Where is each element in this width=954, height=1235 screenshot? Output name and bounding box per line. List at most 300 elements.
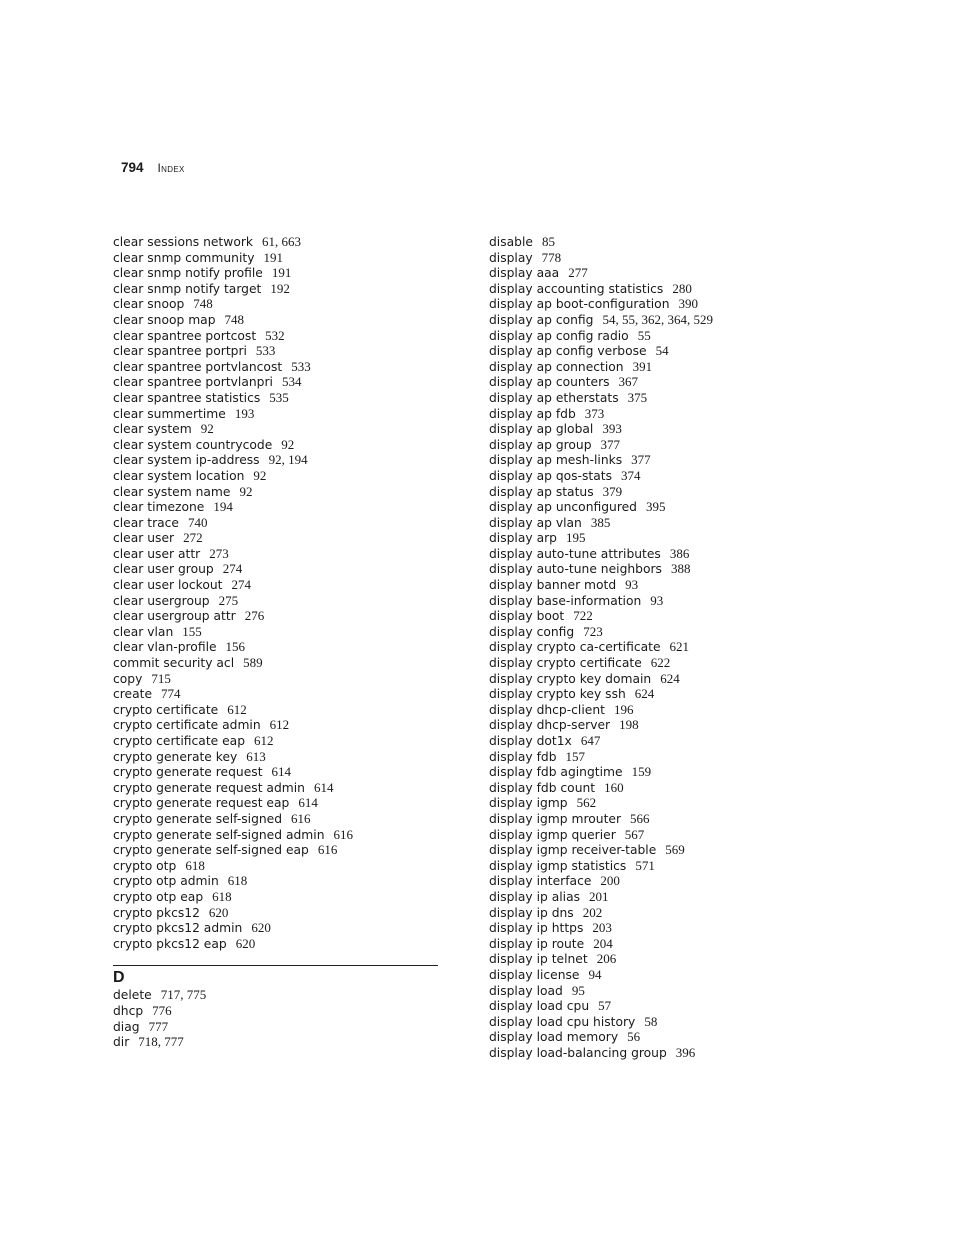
index-term: display (489, 250, 533, 265)
index-page-refs: 618 (227, 873, 248, 889)
index-term: clear snmp community (113, 250, 255, 265)
index-entry (489, 764, 829, 780)
index-entry (113, 281, 438, 297)
index-term: crypto otp eap (113, 889, 204, 904)
index-entry (113, 499, 438, 515)
index-entry (489, 421, 829, 437)
index-page-refs: 377 (600, 436, 621, 452)
page-number: 794 (121, 160, 144, 175)
index-term: copy (113, 671, 143, 686)
index-term: display dot1x (489, 734, 572, 748)
index-term: dir (113, 1035, 130, 1050)
index-entry (489, 967, 829, 983)
index-entry (489, 250, 829, 266)
index-entry (489, 281, 829, 297)
index-list-d (113, 987, 438, 1049)
index-term: display ap config verbose (489, 344, 647, 359)
index-term: disable (489, 235, 533, 249)
index-page-refs: 386 (669, 545, 690, 561)
index-entry (489, 499, 829, 515)
index-term: clear trace (113, 515, 179, 530)
index-page-refs: 194 (213, 499, 233, 515)
index-page-refs: 374 (621, 467, 641, 483)
index-term: clear spantree portvlancost (113, 359, 283, 374)
index-entry (489, 468, 829, 484)
index-entry (489, 920, 829, 936)
index-entry (113, 655, 438, 671)
index-term: display ap mesh-links (489, 453, 623, 468)
index-term: clear spantree portvlanpri (113, 375, 273, 390)
index-page-refs: 571 (635, 857, 655, 873)
index-entry (489, 406, 829, 422)
index-page-refs: 373 (584, 405, 605, 421)
index-page-refs: 61, 663 (262, 234, 302, 249)
index-term: display auto-tune neighbors (489, 562, 662, 577)
index-term: display crypto key domain (489, 671, 652, 686)
index-entry (489, 390, 829, 406)
index-term: clear snmp notify target (113, 281, 262, 296)
index-page-refs: 193 (234, 405, 255, 421)
index-page-refs: 93 (625, 577, 639, 593)
index-entry (113, 265, 438, 281)
index-entry (113, 343, 438, 359)
index-term: display crypto certificate (489, 656, 642, 671)
index-term: display auto-tune attributes (489, 546, 661, 561)
index-term: display ap qos-stats (489, 468, 612, 483)
index-page-refs: 92 (239, 483, 253, 499)
index-page-refs: 92 (253, 467, 267, 483)
index-page-refs: 92 (281, 436, 295, 452)
index-entry (113, 827, 438, 843)
index-term: clear spantree portcost (113, 328, 257, 343)
index-term: clear summertime (113, 406, 226, 421)
index-term: clear user group (113, 562, 214, 577)
index-entry (113, 250, 438, 266)
index-entry (113, 987, 438, 1003)
index-entry (489, 686, 829, 702)
index-page-refs: 280 (672, 280, 692, 296)
index-entry (113, 468, 438, 484)
index-entry (113, 702, 438, 718)
index-page-refs: 569 (665, 842, 685, 858)
index-entry (113, 1034, 438, 1050)
index-term: clear usergroup attr (113, 609, 236, 624)
index-entry (489, 359, 829, 375)
index-page-refs: 616 (317, 842, 338, 858)
index-column-left (113, 234, 438, 1050)
index-entry (489, 655, 829, 671)
index-page-refs: 54, 55, 362, 364, 529 (602, 311, 713, 327)
index-page-refs: 616 (333, 826, 353, 842)
index-term: display igmp querier (489, 827, 616, 842)
index-term: crypto generate request (113, 765, 263, 780)
index-entry (489, 296, 829, 312)
index-entry (489, 452, 829, 468)
index-page-refs: 196 (613, 701, 634, 717)
index-term: display dhcp-server (489, 718, 611, 733)
index-entry (489, 265, 829, 281)
index-term: display aaa (489, 266, 560, 281)
index-page-refs: 206 (596, 951, 617, 967)
index-term: display ap group (489, 437, 592, 452)
index-page-refs: 385 (590, 514, 611, 530)
index-term: clear system name (113, 484, 231, 499)
index-term: clear system countrycode (113, 437, 273, 452)
index-term: clear snmp notify profile (113, 266, 263, 281)
index-entry (113, 795, 438, 811)
index-page-refs: 277 (568, 265, 588, 281)
index-entry (489, 936, 829, 952)
index-page-refs: 198 (619, 717, 639, 733)
index-entry (113, 421, 438, 437)
index-entry (489, 671, 829, 687)
index-entry (489, 827, 829, 843)
index-entry (489, 780, 829, 796)
index-page-refs: 395 (646, 499, 666, 515)
index-entry (113, 624, 438, 640)
index-entry (489, 811, 829, 827)
index-term: display ap connection (489, 359, 624, 374)
index-term: clear vlan-profile (113, 640, 217, 655)
index-entry (489, 343, 829, 359)
index-term: display ip telnet (489, 952, 588, 967)
index-entry (113, 546, 438, 562)
index-entry (489, 624, 829, 640)
index-entry (489, 889, 829, 905)
index-page-refs: 396 (675, 1044, 696, 1060)
index-page-refs: 614 (298, 795, 318, 811)
index-term: clear spantree statistics (113, 390, 261, 405)
index-page-refs: 718, 777 (138, 1034, 184, 1050)
index-term: clear sessions network (113, 235, 254, 249)
index-entry (489, 983, 829, 999)
index-entry (489, 842, 829, 858)
index-entry (489, 905, 829, 921)
index-page-refs: 614 (271, 764, 292, 780)
index-entry (113, 328, 438, 344)
index-term: clear user attr (113, 546, 201, 561)
index-entry (113, 359, 438, 375)
index-entry (489, 1045, 829, 1061)
index-entry (113, 717, 438, 733)
index-entry (489, 873, 829, 889)
index-entry (489, 1029, 829, 1045)
index-page-refs: 156 (225, 639, 246, 655)
index-page-refs: 55 (637, 327, 651, 343)
index-entry (113, 639, 438, 655)
index-entry (489, 1014, 829, 1030)
index-entry (489, 951, 829, 967)
index-entry (489, 374, 829, 390)
index-term: clear user (113, 531, 175, 546)
index-page-refs: 191 (263, 249, 283, 265)
index-page-refs: 620 (235, 935, 256, 951)
index-entry (113, 686, 438, 702)
index-term: display ap config (489, 312, 594, 327)
index-term: diag (113, 1019, 140, 1034)
index-page-refs: 612 (269, 717, 290, 733)
index-term: display fdb count (489, 780, 596, 795)
index-page-refs: 612 (227, 701, 247, 717)
index-term: clear usergroup (113, 593, 210, 608)
index-page-refs: 776 (152, 1002, 172, 1018)
index-entry (113, 764, 438, 780)
index-page-refs: 567 (624, 826, 645, 842)
index-entry (113, 733, 438, 749)
index-entry (113, 406, 438, 422)
index-entry (113, 515, 438, 531)
index-page-refs: 92 (200, 421, 214, 437)
index-page-refs: 748 (224, 311, 245, 327)
index-entry (113, 936, 438, 952)
index-page-refs: 192 (270, 280, 290, 296)
index-term: display fdb agingtime (489, 765, 623, 780)
index-entry (489, 749, 829, 765)
index-page-refs: 274 (231, 577, 251, 593)
index-page-refs: 391 (632, 358, 653, 374)
index-page-refs: 618 (212, 888, 232, 904)
index-entry (113, 873, 438, 889)
index-page-refs: 195 (565, 530, 586, 546)
index-entry (113, 296, 438, 312)
index-term: crypto pkcs12 admin (113, 921, 243, 936)
index-page-refs: 95 (571, 982, 585, 998)
index-page-refs: 715 (151, 670, 171, 686)
index-term: crypto generate key (113, 749, 238, 764)
index-list-display (489, 234, 829, 1060)
index-entry (113, 312, 438, 328)
index-entry (489, 546, 829, 562)
index-page-refs: 155 (182, 623, 202, 639)
index-list-c (113, 234, 438, 951)
index-entry (113, 889, 438, 905)
index-page-refs: 377 (631, 452, 651, 468)
index-term: display ap etherstats (489, 390, 619, 405)
index-term: delete (113, 988, 152, 1003)
index-term: clear user lockout (113, 578, 223, 593)
index-page-refs: 534 (281, 374, 302, 390)
index-term: display crypto ca-certificate (489, 640, 661, 655)
index-entry (113, 608, 438, 624)
index-term: display igmp (489, 796, 568, 811)
index-page-refs: 375 (627, 389, 648, 405)
index-column-right (489, 234, 829, 1060)
index-page-refs: 379 (602, 483, 623, 499)
index-term: display ip alias (489, 889, 581, 904)
index-page-refs: 203 (592, 920, 612, 936)
index-term: display load (489, 983, 563, 998)
index-page-refs: 562 (576, 795, 597, 811)
index-term: clear system ip-address (113, 453, 260, 468)
index-term: crypto certificate (113, 702, 219, 717)
index-page-refs: 201 (589, 888, 609, 904)
index-term: clear spantree portpri (113, 344, 247, 359)
index-entry (489, 858, 829, 874)
index-page-refs: 273 (209, 545, 229, 561)
index-page-refs: 532 (265, 327, 285, 343)
index-term: display crypto key ssh (489, 687, 626, 702)
index-entry (489, 312, 829, 328)
section-letter-d: D (113, 969, 125, 987)
index-page-refs: 56 (627, 1029, 641, 1045)
index-term: display load-balancing group (489, 1045, 667, 1060)
index-page-refs: 393 (602, 421, 622, 437)
index-entry (113, 530, 438, 546)
index-page-refs: 624 (634, 686, 655, 702)
index-page-refs: 200 (600, 873, 620, 889)
index-page-refs: 647 (580, 733, 601, 748)
index-entry (489, 234, 829, 250)
index-entry (113, 671, 438, 687)
index-page-refs: 566 (630, 810, 650, 826)
index-term: clear system (113, 422, 192, 437)
index-term: clear snoop map (113, 312, 216, 327)
index-entry (489, 515, 829, 531)
index-term: display ap fdb (489, 406, 576, 421)
index-term: display config (489, 624, 575, 639)
index-term: display igmp statistics (489, 858, 627, 873)
index-term: display dhcp-client (489, 702, 605, 717)
index-entry (113, 437, 438, 453)
index-entry (113, 780, 438, 796)
index-entry (113, 842, 438, 858)
index-page-refs: 723 (583, 623, 603, 639)
index-term: display load memory (489, 1030, 619, 1045)
index-page-refs: 58 (644, 1013, 658, 1029)
index-entry (489, 437, 829, 453)
index-term: display ap config radio (489, 328, 629, 343)
index-page-refs: 272 (183, 530, 203, 546)
index-page-refs: 620 (251, 920, 271, 936)
index-page-refs: 85 (541, 234, 555, 249)
index-page-refs: 614 (313, 779, 334, 795)
index-term: crypto otp (113, 858, 177, 873)
index-page-refs: 621 (669, 639, 690, 655)
index-page-refs: 618 (185, 857, 205, 873)
index-term: display ip route (489, 936, 585, 951)
index-term: display ip https (489, 921, 584, 936)
index-page-refs: 274 (222, 561, 243, 577)
index-term: display ap status (489, 484, 594, 499)
index-entry (113, 920, 438, 936)
index-page-refs: 57 (598, 998, 612, 1014)
index-term: create (113, 687, 153, 702)
index-entry (113, 390, 438, 406)
index-page-refs: 54 (655, 343, 669, 359)
index-entry (113, 484, 438, 500)
index-term: crypto certificate eap (113, 734, 246, 748)
index-term: display fdb (489, 749, 557, 764)
index-entry (489, 577, 829, 593)
index-page-refs: 275 (218, 592, 239, 608)
index-term: display ap boot-configuration (489, 297, 670, 312)
index-page-refs: 93 (650, 592, 664, 608)
index-entry (489, 702, 829, 718)
index-page-refs: 390 (678, 296, 699, 312)
index-term: display accounting statistics (489, 281, 664, 296)
index-term: display load cpu history (489, 1014, 636, 1029)
index-term: display ap global (489, 422, 594, 437)
index-term: commit security acl (113, 656, 235, 671)
index-page-refs: 622 (650, 655, 671, 671)
index-term: dhcp (113, 1003, 144, 1018)
index-page-refs: 367 (618, 374, 639, 390)
index-term: clear snoop (113, 297, 185, 312)
index-page-refs: 160 (604, 779, 624, 795)
index-page-refs: 535 (269, 389, 289, 405)
index-term: display ap unconfigured (489, 500, 637, 515)
index-term: display ap vlan (489, 515, 582, 530)
page-header (121, 160, 185, 180)
index-page-refs: 388 (670, 561, 691, 577)
index-page-refs: 157 (565, 748, 586, 764)
index-page-refs: 717, 775 (160, 987, 207, 1003)
index-term: display banner motd (489, 578, 617, 593)
index-entry (489, 530, 829, 546)
index-page-refs: 276 (244, 608, 265, 624)
index-entry (489, 593, 829, 609)
index-page-refs: 533 (255, 343, 276, 359)
index-page-refs: 92, 194 (268, 452, 308, 468)
index-page-refs: 620 (208, 904, 229, 920)
index-term: display ap counters (489, 375, 610, 390)
index-term: display load cpu (489, 999, 590, 1014)
index-page-refs: 204 (593, 935, 613, 951)
index-entry (489, 795, 829, 811)
index-term: crypto certificate admin (113, 718, 261, 733)
index-entry (113, 452, 438, 468)
index-page-refs: 624 (660, 670, 680, 686)
index-term: display license (489, 967, 580, 982)
index-entry (489, 608, 829, 624)
index-term: crypto generate request eap (113, 796, 290, 811)
index-entry (113, 1019, 438, 1035)
index-term: crypto pkcs12 eap (113, 936, 227, 951)
index-term: display igmp mrouter (489, 811, 622, 826)
index-term: crypto generate self-signed admin (113, 827, 325, 842)
index-term: display interface (489, 874, 592, 889)
index-entry (113, 577, 438, 593)
index-entry (489, 561, 829, 577)
index-entry (113, 374, 438, 390)
index-entry (489, 998, 829, 1014)
index-entry (113, 234, 438, 250)
index-term: clear system location (113, 468, 245, 483)
running-head: Index (157, 161, 185, 175)
index-page-refs: 777 (148, 1018, 169, 1034)
index-term: crypto otp admin (113, 874, 219, 889)
index-entry (113, 905, 438, 921)
index-page-refs: 613 (246, 748, 266, 764)
index-entry (113, 593, 438, 609)
index-page-refs: 616 (291, 810, 311, 826)
index-entry (489, 328, 829, 344)
index-entry (113, 1003, 438, 1019)
index-entry (489, 484, 829, 500)
index-entry (113, 811, 438, 827)
index-term: crypto pkcs12 (113, 905, 200, 920)
index-term: display arp (489, 531, 557, 546)
section-divider (113, 965, 438, 966)
index-entry (489, 639, 829, 655)
index-term: crypto generate self-signed eap (113, 843, 309, 858)
index-page-refs: 612 (254, 733, 274, 748)
index-page-refs: 191 (271, 265, 292, 281)
index-entry (113, 561, 438, 577)
index-page-refs: 740 (187, 514, 208, 530)
index-entry (113, 858, 438, 874)
index-entry (489, 733, 829, 749)
